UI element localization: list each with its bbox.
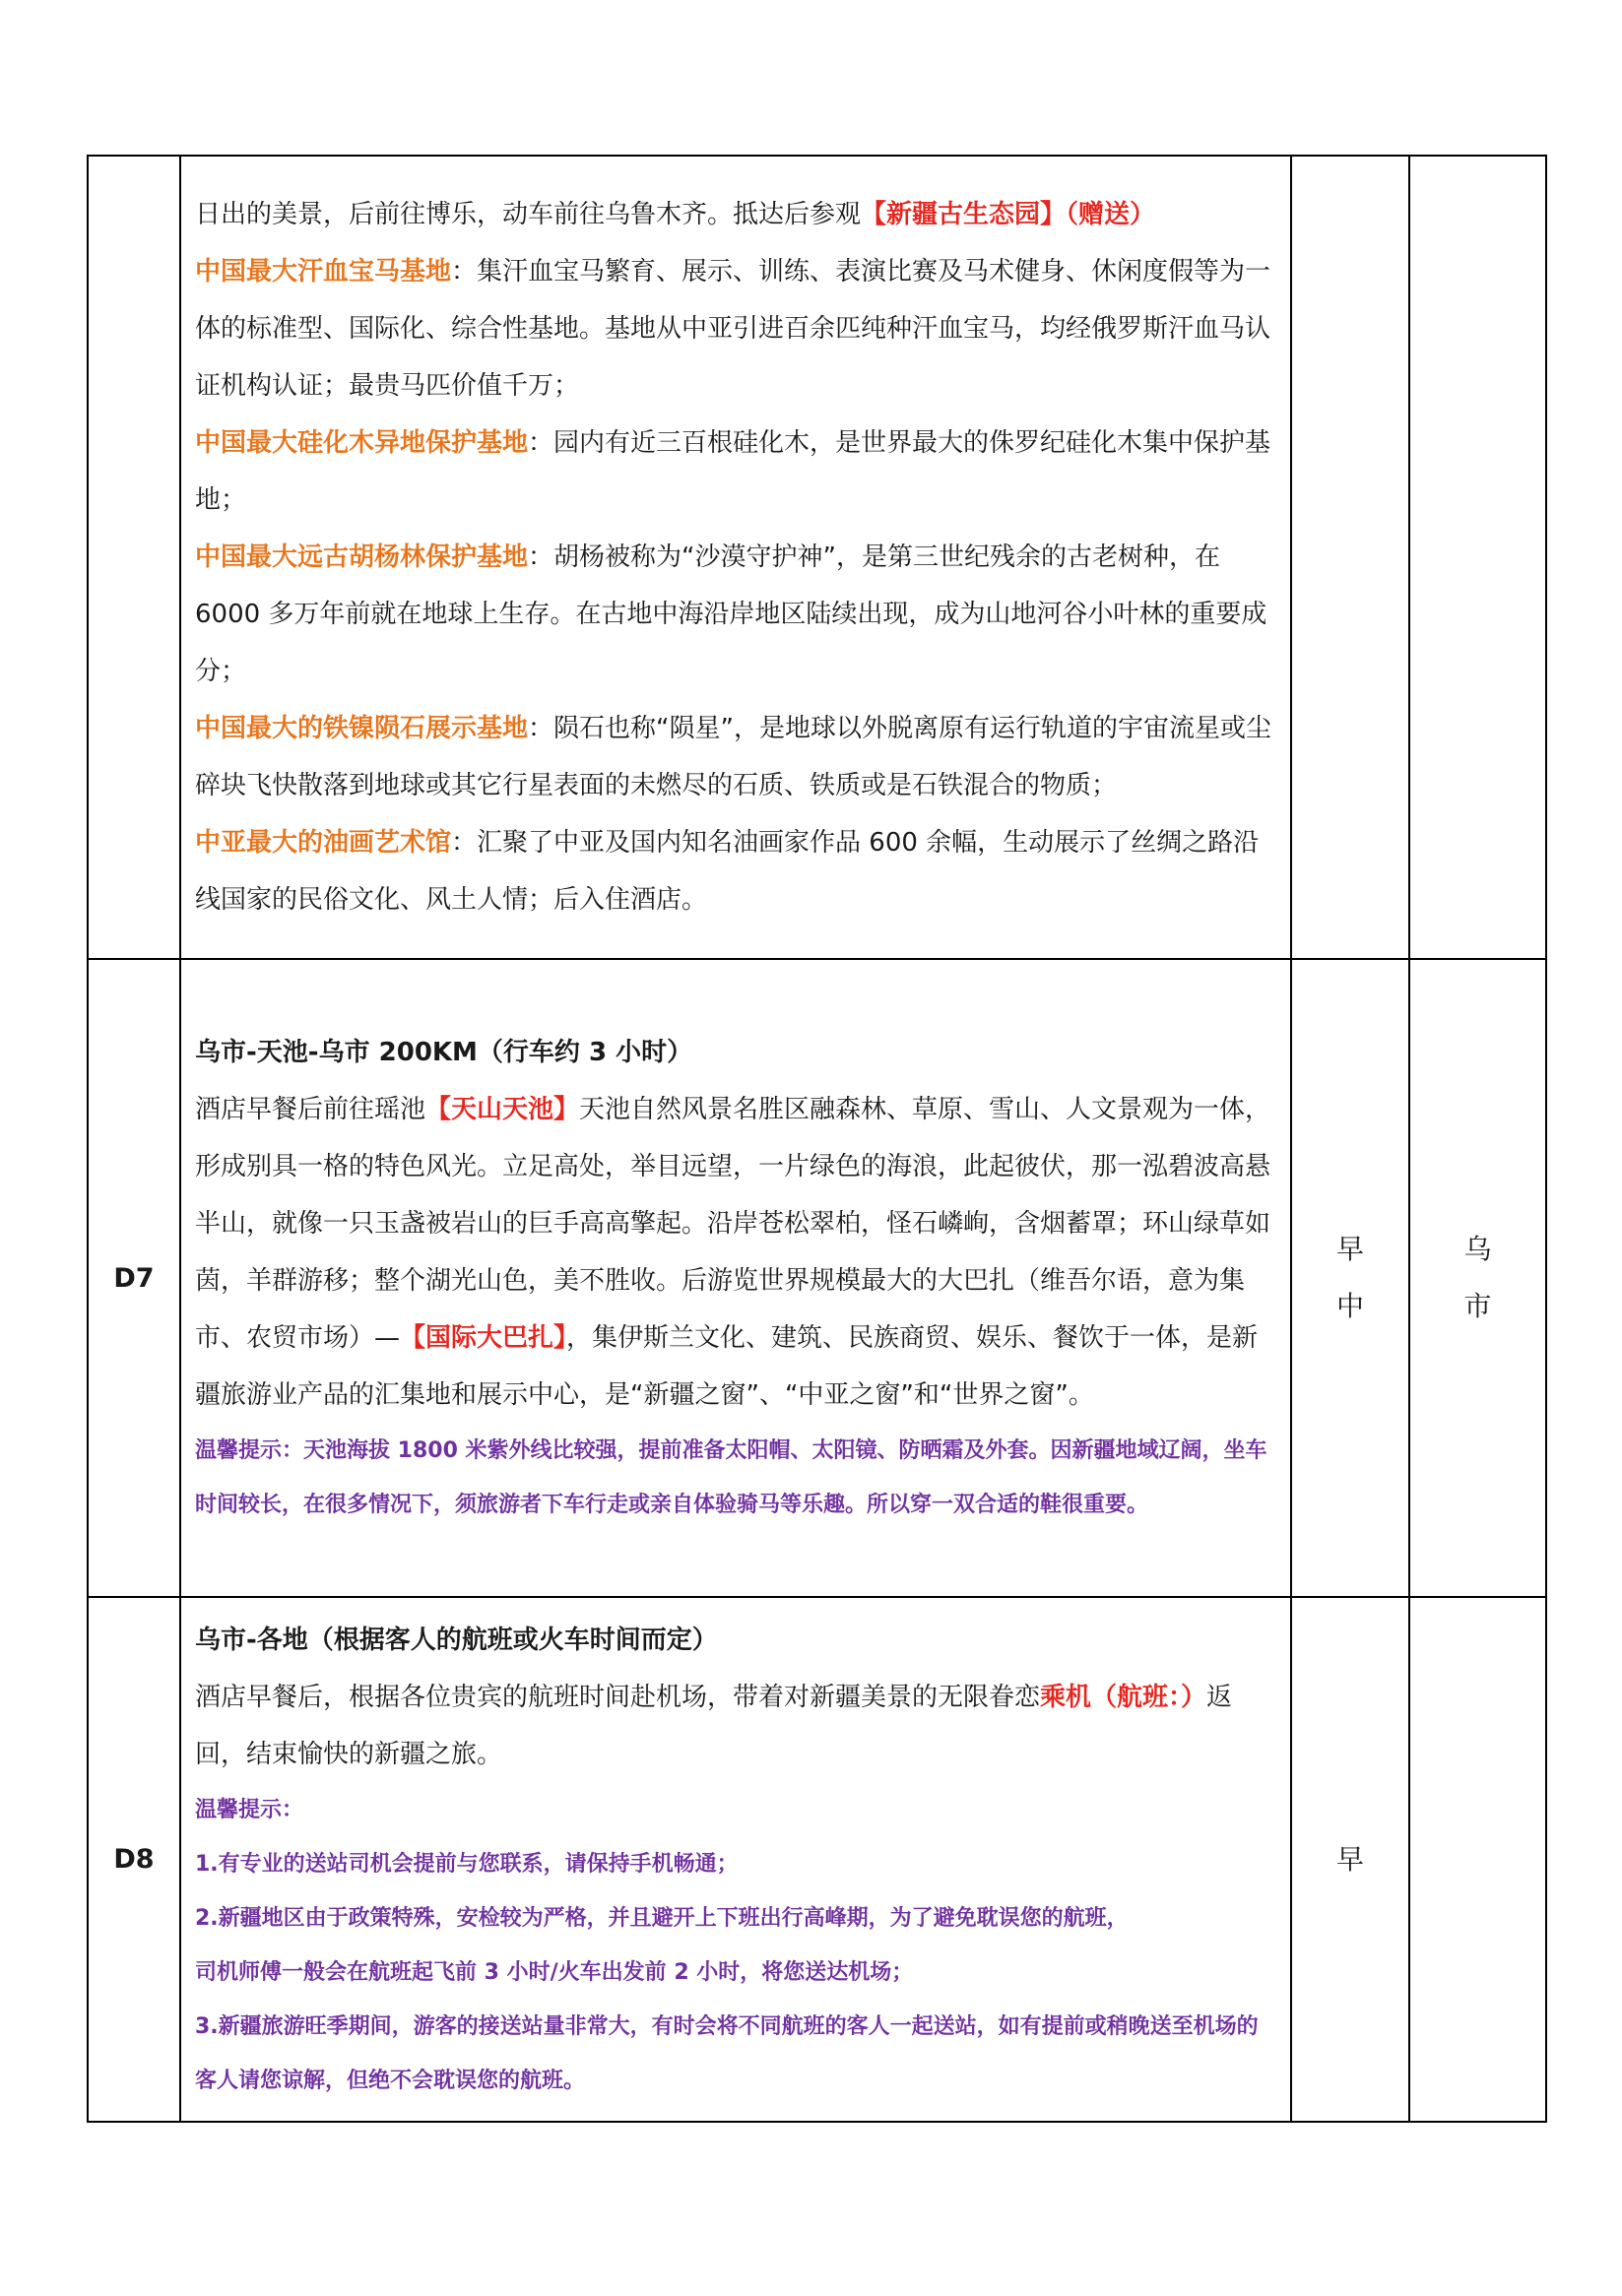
description-cell: [180, 1597, 1291, 2122]
body-text: ，集伊斯兰文化、建筑、民族商贸、娱乐、餐饮于一体，是新疆旅游业产品的汇集地和展示中心，是“新疆之窗”、“中亚之窗”和“世界之窗”。: [195, 1323, 1259, 1410]
warm-tip: 1.有专业的送站司机会提前与您联系，请保持手机畅通；: [195, 1851, 739, 1877]
warm-tip: 2.新疆地区由于政策特殊，安检较为严格，并且避开上下班出行高峰期，为了避免耽误您的航班，: [195, 1905, 1129, 1931]
stay-cell: [1409, 959, 1546, 1597]
body-text: 返回，结束愉快的新疆之旅。: [195, 1682, 1233, 1769]
section-heading: 中国最大远古胡杨林保护基地: [195, 542, 529, 572]
intro-text: 日出的美景，后前往博乐，动车前往乌鲁木齐。抵达后参观: [195, 200, 862, 229]
flight-highlight: 乘机（航班：）: [1040, 1682, 1207, 1712]
table-row: [88, 1597, 1546, 2122]
body-text: 酒店早餐后，根据各位贵宾的航班时间赴机场，带着对新疆美景的无限眷恋: [195, 1682, 1041, 1712]
attraction-highlight: 【新疆古生态园】（赠送）: [861, 200, 1156, 229]
section-heading: 中国最大的铁镍陨石展示基地: [195, 714, 529, 743]
day-cell: [88, 156, 180, 959]
section-heading: 中亚最大的油画艺术馆: [195, 828, 452, 858]
day-cell: D8: [88, 1597, 180, 2122]
stay-city-char: 乌: [1463, 1233, 1492, 1265]
warm-tip-title: 温馨提示：: [195, 1797, 304, 1822]
section-text: ：园内有近三百根硅化木，是世界最大的侏罗纪硅化木集中保护基地；: [195, 428, 1271, 515]
stay-city-char: 市: [1463, 1290, 1492, 1322]
table-row: [88, 959, 1546, 1597]
attraction-highlight: 【天山天池】: [425, 1095, 580, 1124]
route-title: 乌市-天池-乌市 200KM（行车约 3 小时）: [195, 1038, 693, 1067]
section-text: ：汇聚了中亚及国内知名油画家作品 600 余幅，生动展示了丝绸之路沿线国家的民俗文化、风土人情；后入住酒店。: [195, 828, 1260, 915]
itinerary-table: [87, 155, 1547, 2123]
stay-cell: [1409, 156, 1546, 959]
section-text: ：集汗血宝马繁育、展示、训练、表演比赛及马术健身、休闲度假等为一体的标准型、国际化、综合性基地。基地从中亚引进百余匹纯种汗血宝马，均经俄罗斯汗血马认证机构认证；最贵马匹价值千万；: [195, 257, 1271, 401]
body-text: 酒店早餐后前往瑶池: [195, 1095, 426, 1124]
attraction-highlight: 【国际大巴扎】: [400, 1323, 567, 1353]
section-heading: 中国最大汗血宝马基地: [195, 257, 452, 287]
route-title: 乌市-各地（根据客人的航班或火车时间而定）: [195, 1625, 718, 1655]
meal-cell: 早: [1291, 1597, 1409, 2122]
day-cell: D7: [88, 959, 180, 1597]
warm-tip: 司机师傅一般会在航班起飞前 3 小时/火车出发前 2 小时，将您送达机场；: [195, 1959, 914, 1985]
meal-cell: [1291, 156, 1409, 959]
description-cell: [180, 156, 1291, 959]
table-row: [88, 156, 1546, 959]
section-heading: 中国最大硅化木异地保护基地: [195, 428, 529, 458]
warm-tip: 3.新疆旅游旺季期间，游客的接送站量非常大，有时会将不同航班的客人一起送站，如有提前或稍晚送至机场的客人请您谅解，但绝不会耽误您的航班。: [195, 2013, 1259, 2093]
section-text: ：胡杨被称为“沙漠守护神”，是第三世纪残余的古老树种，在 6000 多万年前就在地球上生存。在古地中海沿岸地区陆续出现，成为山地河谷小叶林的重要成分；: [195, 542, 1267, 686]
body-text: 天池自然风景名胜区融森林、草原、雪山、人文景观为一体，形成别具一格的特色风光。立足高处，举目远望，一片绿色的海浪，此起彼伏，那一泓碧波高悬半山，就像一只玉盏被岩山的巨手高高擎起。沿岸苍松翠柏，怪石嶙峋，含烟蓄罩；环山绿草如茵，羊群游移；整个湖光山色，美不胜收。后游览世界规模最大的大巴扎（维吾尔语，意为集市、农贸市场）—: [195, 1095, 1271, 1353]
warm-tip: 温馨提示：天池海拔 1800 米紫外线比较强，提前准备太阳帽、太阳镜、防晒霜及外套。因新疆地域辽阔，坐车时间较长，在很多情况下，须旅游者下车行走或亲自体验骑马等乐趣。所以穿一双合适的鞋很重要。: [195, 1438, 1267, 1517]
section-text: ：陨石也称“陨星”，是地球以外脱离原有运行轨道的宇宙流星或尘碎块飞快散落到地球或其它行星表面的未燃尽的石质、铁质或是石铁混合的物质；: [195, 714, 1271, 800]
meal-breakfast: 早: [1335, 1233, 1364, 1265]
stay-cell: [1409, 1597, 1546, 2122]
meal-lunch: 中: [1335, 1290, 1364, 1322]
description-cell: [180, 959, 1291, 1597]
meal-cell: [1291, 959, 1409, 1597]
